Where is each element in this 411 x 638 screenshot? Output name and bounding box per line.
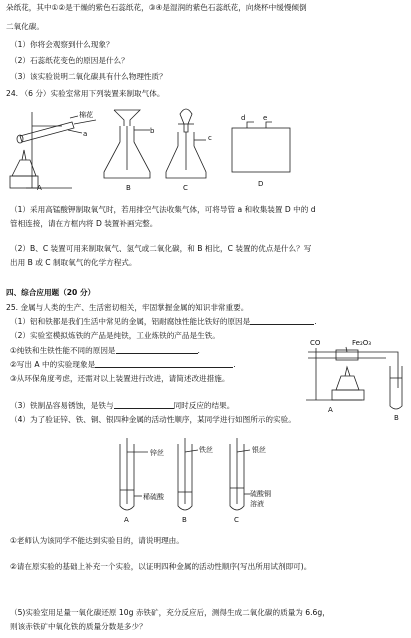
q25-sub1: （1）铝和铁都是我们生活中常见的金属，铝耐腐蚀性能比铁好的原因是 .	[10, 317, 317, 326]
tube-a-label: a	[83, 130, 88, 138]
silver-wire-label: 银丝	[252, 446, 266, 454]
q25-sub4-b: ②请在原实验的基础上补充一个实验，以证明四种金属的活动性顺序(写出所用试剂即可)。	[10, 562, 312, 571]
cuso4-label-line2: 溶液	[250, 500, 264, 508]
test-tube-a	[120, 438, 134, 510]
acid-label: 稀硫酸	[143, 493, 164, 501]
zinc-wire-label: 锌丝	[150, 449, 164, 457]
q25-sub5-line2: 则该赤铁矿中氧化铁的质量分数是多少？	[10, 622, 147, 631]
tube-label-c: C	[234, 516, 239, 524]
cotton-label: 棉花	[79, 111, 93, 119]
q25-stem: 25. 金属与人类的生产、生活密切相关，牢固掌握金属的知识非常重要。	[6, 303, 249, 312]
test-tube-b	[178, 438, 192, 510]
co-label: CO	[310, 339, 321, 347]
tube-label-b: B	[182, 516, 187, 524]
q24-part2-line1: （2）B、C 装置可用来制取氧气、氢气或二氧化碳，和 B 相比，C 装置的优点是什么？写	[10, 244, 312, 253]
q25-sub2: （2）实验室模拟炼铁的产品是纯铁，工业炼铁的产品是生铁。	[10, 331, 220, 340]
q25-sub5-line1: （5)实验室用足量一氧化碳还原 10g 赤铁矿，充分反应后，测得生成二氧化碳的质量为 6.6g，	[10, 608, 330, 617]
q25-sub3-text-pre: （3）铁制品容易锈蚀，是铁与	[10, 401, 114, 410]
q24-stem: 24. （6 分）实验室常用下列装置来制取气体。	[6, 89, 165, 98]
apparatus-label-a: A	[328, 406, 333, 414]
q25-sub2-b-text: ②写出 A 中的实验现象是	[10, 360, 96, 369]
q23-sub1: （1）你将会观察到什么现象？	[10, 40, 114, 49]
cuso4-label-line1: 硫酸铜	[250, 490, 271, 498]
section-heading: 四、综合应用题（20 分）	[6, 288, 96, 297]
iron-wire-label: 铁丝	[199, 446, 213, 454]
q25-sub2-b: ②写出 A 中的实验现象是 .	[10, 360, 236, 369]
q23-sub2: （2）石蕊纸花变色的原因是什么？	[10, 56, 129, 65]
q25-sub1-text: （1）铝和铁都是我们生活中常见的金属，铝耐腐蚀性能比铁好的原因是	[10, 317, 251, 326]
tube-d-label: d	[241, 114, 246, 122]
panel-label-b: B	[126, 184, 131, 192]
q24-part1-line2: 管相连接，请在方框内将 D 装置补画完整。	[10, 219, 158, 228]
panel-label-d: D	[258, 180, 264, 188]
tube-e-label: e	[263, 114, 268, 122]
tube-b-label: b	[150, 127, 155, 135]
q25-sub2-a-text: ①纯铁和生铁性能不同的原因是	[10, 346, 116, 355]
q25-sub2-c: ③从环保角度考虑，还需对以上装置进行改进，请简述改进措施。	[10, 374, 230, 383]
q25-sub4-a: ①老师认为该同学不能达到实验目的，请说明理由。	[10, 536, 184, 545]
apparatus-label-b: B	[394, 414, 399, 422]
q23-text-line1: 朵纸花，其中①②是干燥的紫色石蕊纸花，③④是湿润的紫色石蕊纸花，向烧杯中缓慢倾倒	[6, 3, 307, 12]
q25-sub3-text-post: 同时反应的结果。	[173, 401, 235, 410]
tube-c-label: c	[208, 134, 212, 142]
q25-sub2-a: ①纯铁和生铁性能不同的原因是 .	[10, 346, 200, 355]
q24-part2-line2: 出用 B 或 C 制取氧气的化学方程式。	[10, 258, 137, 267]
test-tube-c	[230, 438, 244, 510]
q24-part1-line1: （1）采用高锰酸钾制取氧气时，若用排空气法收集气体，可将导管 a 和收集装置 D 中的 d	[10, 205, 316, 214]
fe2o3-label: Fe₂O₃	[352, 339, 372, 347]
q23-text-line2: 二氧化碳。	[6, 22, 44, 31]
q25-sub4: （4）为了验证锌、铁、铜、银四种金属的活动性顺序，某同学进行如图所示的实验。	[10, 415, 296, 424]
tube-label-a: A	[124, 516, 129, 524]
q23-sub3: （3）该实验说明二氧化碳具有什么物理性质？	[10, 72, 167, 81]
panel-label-a: A	[37, 184, 42, 192]
panel-label-c: C	[183, 184, 188, 192]
